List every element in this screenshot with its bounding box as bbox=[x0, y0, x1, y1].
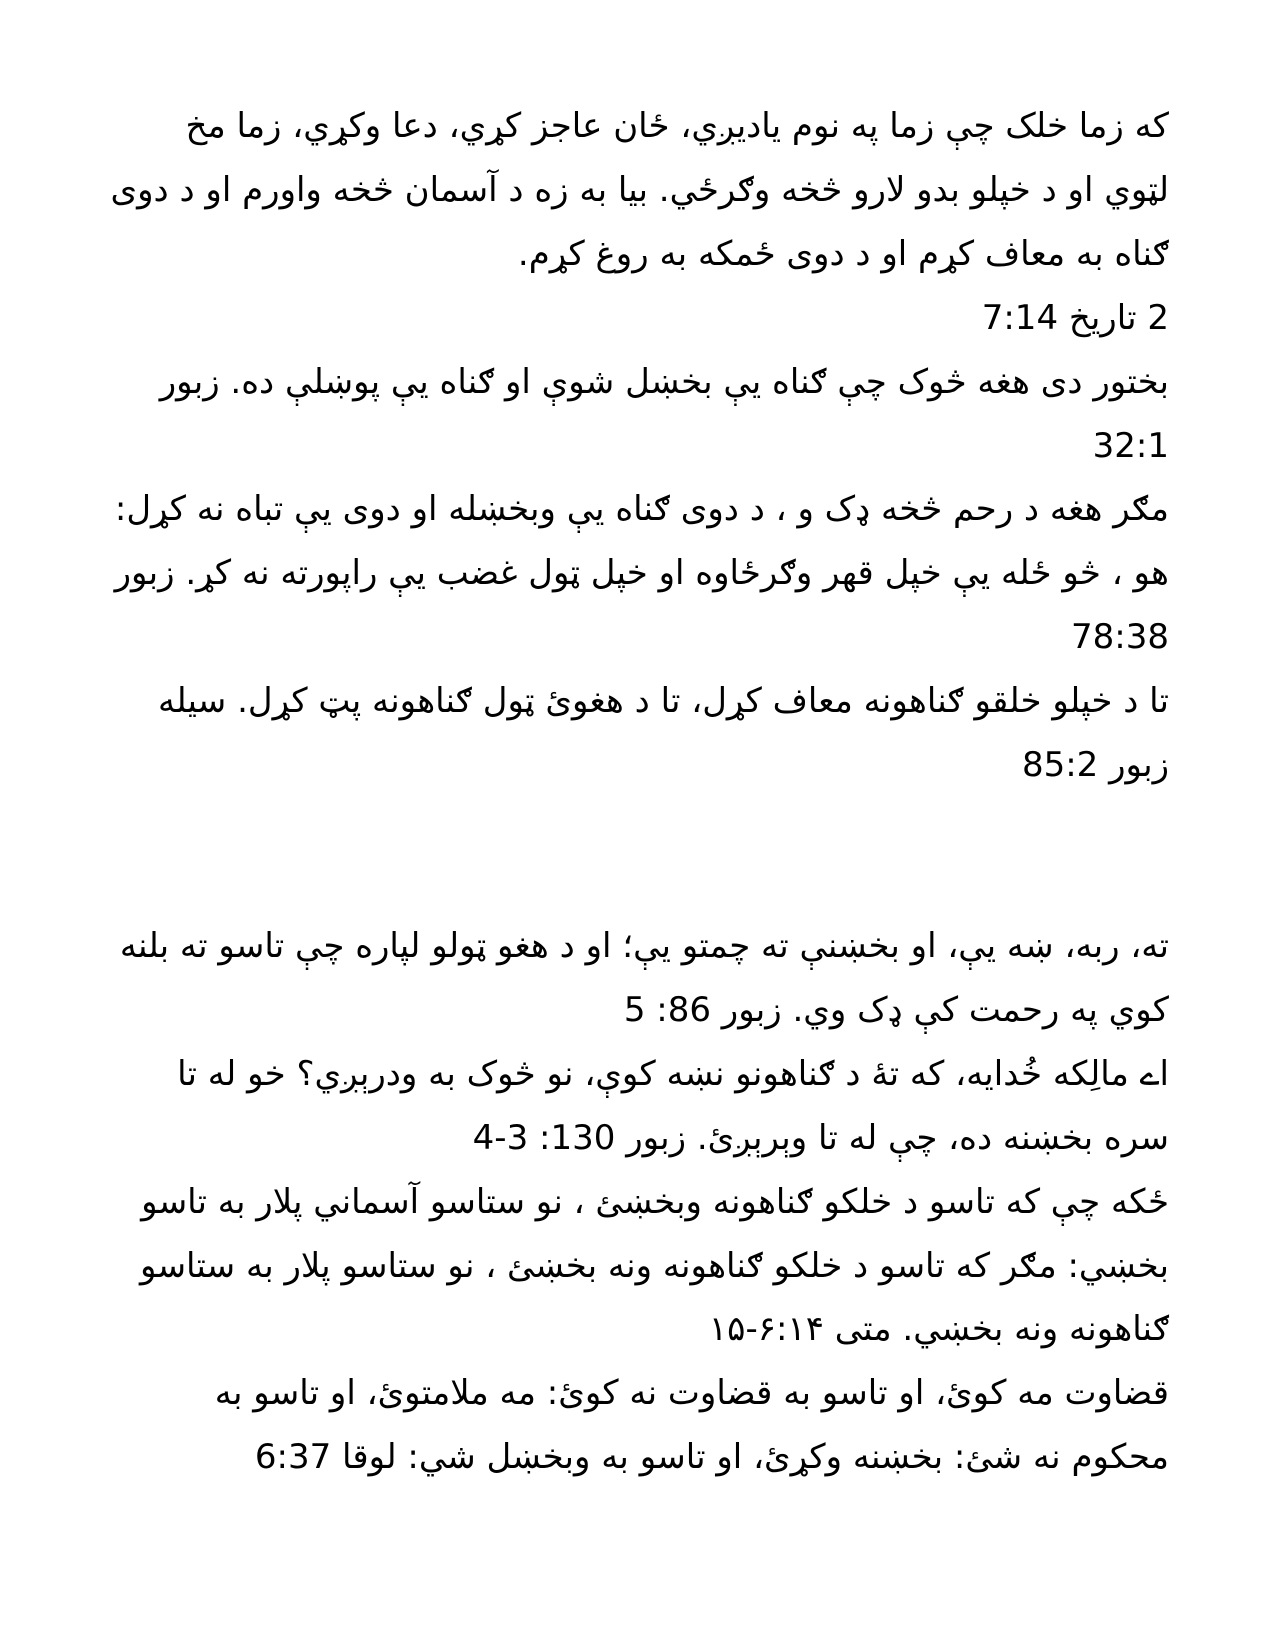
verse-paragraph: تا د خپلو خلقو ګناهونه معاف کړل، تا د هغوئ ټول ګناهونه پټ کړل. سیله زبور 85:2 bbox=[158, 681, 1169, 786]
verse-paragraph: مګر هغه د رحم څخه ډک و ، د دوی ګناه یې وبخښله او دوی یې تباه نه کړل: هو ، څو ځله یې خپل قهر وګرځاوه او خپل ټول غضب یې راپورته نه کړ. زبور 78:38 bbox=[114, 489, 1169, 658]
verses-section-one bbox=[110, 95, 1169, 798]
verse-paragraph: اے مالِکه خُدایه، که تهٔ د ګناهونو نښه کوې، نو څوک به ودرېږي؟ خو له تا سره بخښنه ده، چې له تا وېرېږئ. زبور 130: 3-4 bbox=[177, 1053, 1169, 1158]
verse-paragraph: قضاوت مه کوئ، او تاسو به قضاوت نه کوئ: مه ملامتوئ، او تاسو به محکوم نه شئ: بخښنه وکړئ، او تاسو به وبخښل شي: لوقا 6:37 bbox=[214, 1373, 1169, 1478]
verse-paragraph: که زما خلک چې زما په نوم یادیږي، ځان عاجز کړي، دعا وکړي، زما مخ لټوي او د خپلو بدو لارو څخه وګرځي. بیا به زه د آسمان څخه واورم او د دوی ګناه به معاف کړم او د دوی ځمکه به روغ کړم. bbox=[110, 106, 1169, 274]
verse-paragraph: بختور دی هغه څوک چې ګناه یې بخښل شوې او ګناه یې پوښلې ده. زبور 32:1 bbox=[159, 361, 1169, 466]
verses-section-two bbox=[110, 915, 1169, 1490]
verse-reference: 2 تاریخ 7:14 bbox=[981, 297, 1169, 338]
verse-paragraph: ته، ربه، ښه یې، او بخښنې ته چمتو یې؛ او د هغو ټولو لپاره چې تاسو ته بلنه کوي په رحمت کې ډک وي. زبور 86: 5 bbox=[119, 926, 1169, 1030]
verse-paragraph: ځکه چې که تاسو د خلکو ګناهونه وبخښئ ، نو ستاسو آسماني پلار به تاسو بخښي: مګر که تاسو د خلکو ګناهونه ونه بخښئ ، نو ستاسو پلار به ستاسو ګناهونه ونه بخښي. متی ۶:۱۴-۱۵ bbox=[140, 1181, 1169, 1350]
